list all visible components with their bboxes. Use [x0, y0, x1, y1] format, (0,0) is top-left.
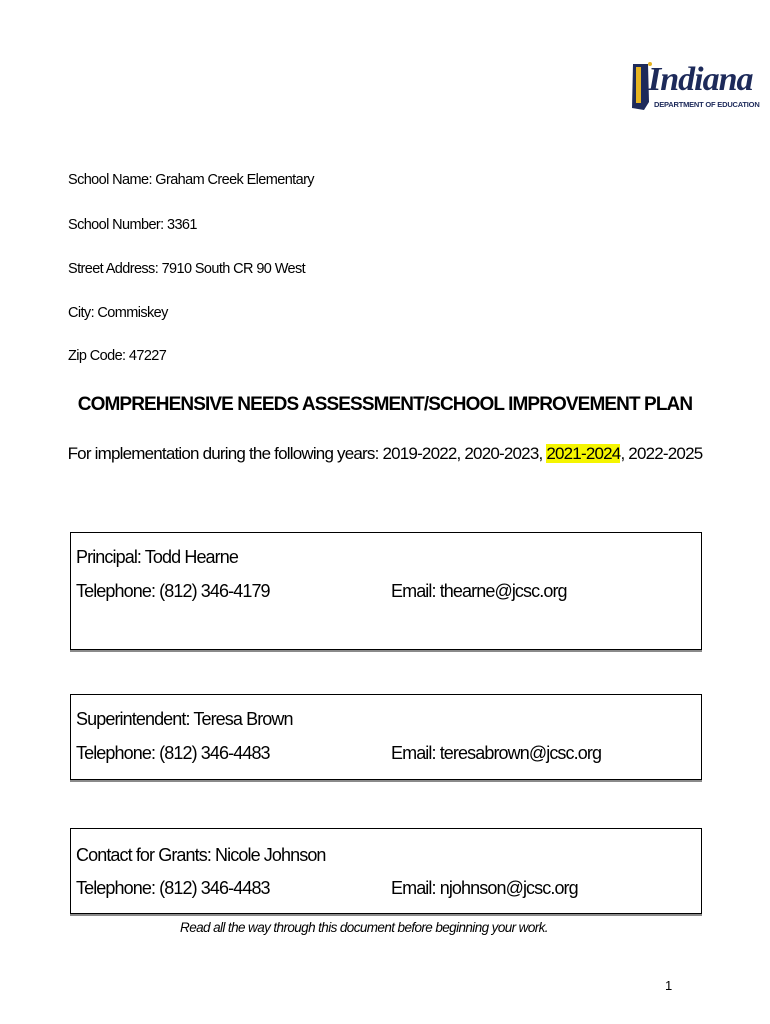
principal-name: Principal: Todd Hearne [76, 547, 238, 567]
page-number: 1 [665, 978, 673, 993]
street-address: Street Address: 7910 South CR 90 West [68, 261, 306, 277]
superintendent-name: Superintendent: Teresa Brown [76, 709, 293, 729]
principal-email: Email: thearne@jcsc.org [391, 581, 567, 601]
logo-department: DEPARTMENT OF EDUCATION [654, 100, 760, 109]
principal-telephone: Telephone: (812) 346-4179 [76, 581, 270, 601]
superintendent-box [70, 694, 702, 780]
highlighted-year: 2021-2024 [546, 444, 621, 463]
indiana-doe-logo [630, 60, 760, 115]
grants-contact-name: Contact for Grants: Nicole Johnson [76, 845, 326, 865]
school-name: School Name: Graham Creek Elementary [68, 172, 314, 188]
logo-wordmark: Indiana [648, 61, 753, 98]
grants-contact-box [70, 828, 702, 914]
city: City: Commiskey [68, 305, 168, 321]
implementation-years [0, 444, 770, 464]
zip-code: Zip Code: 47227 [68, 348, 167, 364]
years-suffix: , 2022-2025 [620, 444, 703, 463]
grants-telephone: Telephone: (812) 346-4483 [76, 878, 270, 898]
principal-box [70, 532, 702, 650]
page-title: COMPREHENSIVE NEEDS ASSESSMENT/SCHOOL IMPROVEMENT PLAN [77, 394, 693, 415]
superintendent-email: Email: teresabrown@jcsc.org [391, 743, 602, 763]
superintendent-telephone: Telephone: (812) 346-4483 [76, 743, 270, 763]
school-number: School Number: 3361 [68, 217, 197, 233]
grants-email: Email: njohnson@jcsc.org [391, 878, 578, 898]
years-prefix: For implementation during the following years: 2019-2022, 2020-2023, [67, 444, 547, 463]
instruction-note: Read all the way through this document before beginning your work. [180, 920, 548, 935]
